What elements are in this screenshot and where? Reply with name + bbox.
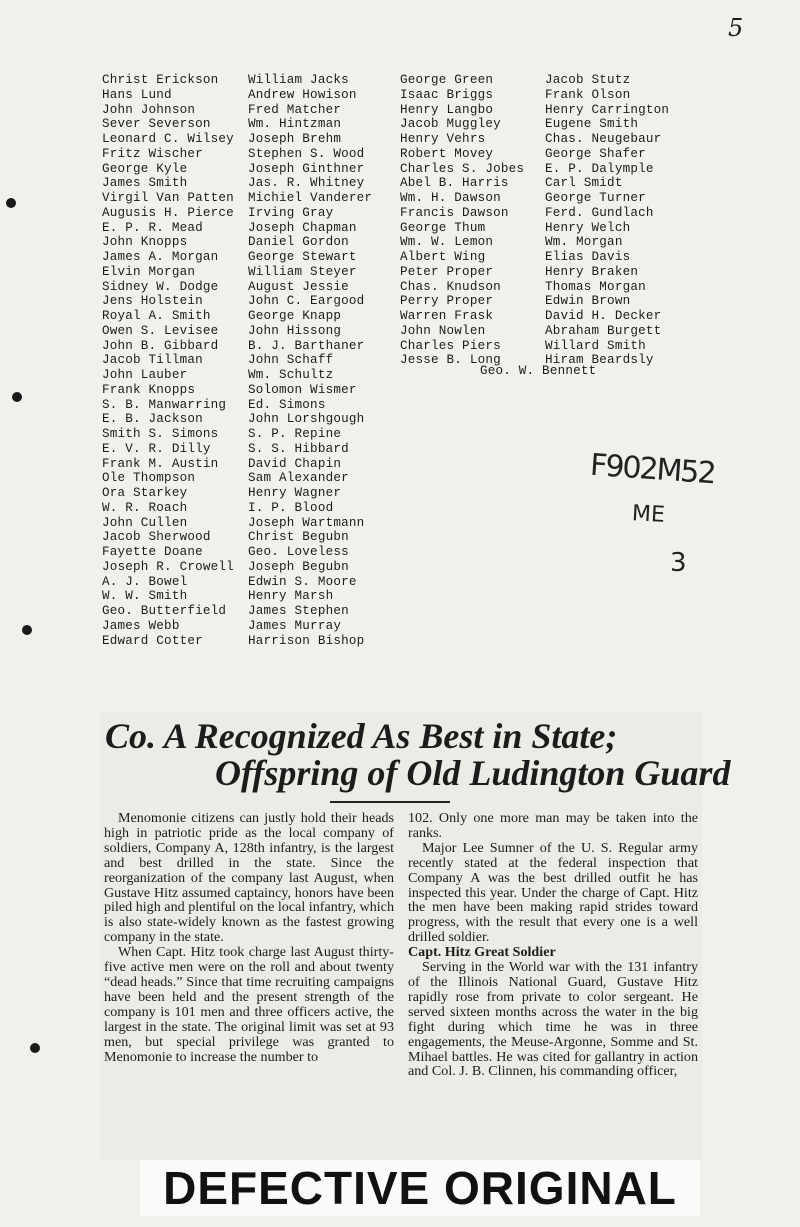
roster-name: Jacob Tillman bbox=[102, 353, 203, 368]
roster-name: James Murray bbox=[248, 618, 342, 633]
roster-name: Virgil Van Patten bbox=[102, 191, 234, 205]
roster-name: Abel B. Harris bbox=[400, 176, 509, 191]
roster-name: George Turner bbox=[545, 191, 646, 205]
roster-name: S. B. Manwarring bbox=[102, 397, 227, 412]
roster-name: Fayette Doane bbox=[102, 545, 203, 559]
roster-name: Elvin Morgan bbox=[102, 264, 196, 279]
roster-name: Robert Movey bbox=[400, 146, 494, 161]
roster-name: Warren Frask bbox=[400, 309, 494, 323]
roster-name: Charles Piers bbox=[400, 338, 501, 353]
article-paragraph: When Capt. Hitz took charge last August thirty-five active men were on the roll and about twenty “dead heads.” Since that time recruiting campaigns have been held and the present strength of the company is 101 men and three officers active, the largest in the state. The original limit was set at 93 men, but special privilege was granted to Menomonie to increase the number to bbox=[104, 944, 394, 1065]
roster-name: Jens Holstein bbox=[102, 294, 203, 309]
roster-name: John Lorshgough bbox=[248, 412, 365, 427]
roster-name: Joseph Begubn bbox=[248, 559, 349, 574]
roster-name: Henry Welch bbox=[545, 220, 631, 235]
roster-name: Irving Gray bbox=[248, 205, 334, 220]
roster-name: Ora Starkey bbox=[102, 486, 188, 500]
roster-name: Willard Smith bbox=[545, 338, 646, 353]
roster-name: James Webb bbox=[102, 618, 180, 633]
roster-name: William Steyer bbox=[248, 264, 357, 279]
roster-name: George Green bbox=[400, 73, 494, 87]
roster-name: Thomas Morgan bbox=[545, 279, 646, 294]
roster-name: Solomon Wismer bbox=[248, 382, 357, 397]
roster-name: Edward Cotter bbox=[102, 633, 203, 648]
article-column-right bbox=[408, 811, 698, 1079]
headline-divider bbox=[330, 801, 450, 803]
handwritten-code: F902M52 bbox=[588, 447, 716, 492]
roster-name: John Lauber bbox=[102, 368, 188, 382]
roster-name: Ole Thompson bbox=[102, 471, 196, 486]
roster-name: John Cullen bbox=[102, 515, 188, 530]
roster-name: E. B. Jackson bbox=[102, 412, 203, 427]
roster-name: John C. Eargood bbox=[248, 294, 365, 309]
roster-name: Albert Wing bbox=[400, 250, 486, 264]
roster-name: John Nowlen bbox=[400, 323, 486, 338]
roster-name: George Shafer bbox=[545, 146, 646, 161]
roster-trailing-name: Geo. W. Bennett bbox=[480, 364, 597, 378]
roster-name: Joseph R. Crowell bbox=[102, 559, 234, 574]
roster-name: Francis Dawson bbox=[400, 205, 509, 220]
roster-name: Wm. W. Lemon bbox=[400, 235, 494, 250]
roster-name: B. J. Barthaner bbox=[248, 338, 365, 353]
roster-name: Owen S. Levisee bbox=[102, 323, 219, 338]
roster-name: Frank Olson bbox=[545, 87, 631, 102]
roster-name: Augusis H. Pierce bbox=[102, 205, 234, 220]
roster-name: Carl Smidt bbox=[545, 176, 623, 191]
roster-name: Joseph Brehm bbox=[248, 132, 342, 146]
binder-hole-mark bbox=[6, 198, 16, 208]
roster-name: Henry Langbo bbox=[400, 102, 494, 117]
roster-name: Jas. R. Whitney bbox=[248, 176, 365, 191]
article-column-left bbox=[104, 811, 394, 1064]
roster-name: Jesse B. Long bbox=[400, 353, 501, 368]
roster-name: Perry Proper bbox=[400, 294, 494, 309]
roster-name: Fritz Wischer bbox=[102, 146, 203, 161]
roster-name: Sam Alexander bbox=[248, 471, 349, 486]
article-headline-line-2: Offspring of Old Ludington Guard bbox=[215, 753, 731, 793]
binder-hole-mark bbox=[12, 392, 22, 402]
roster-column-4 bbox=[545, 73, 669, 368]
article-paragraph: Serving in the World war with the 131 infantry of the Illinois National Guard, Gustave Hitz rapidly rose from private to color sergeant. He served sixteen months across the water in the big fight during which time he was in three engagements, the Meuse-Argonne, Somme and St. Mihael battles. He was cited for gallantry in action and Col. J. B. Clinnen, his commanding officer, bbox=[408, 959, 698, 1080]
roster-name: John Knopps bbox=[102, 235, 188, 250]
roster-name: Wm. Morgan bbox=[545, 235, 623, 250]
roster-name: Daniel Gordon bbox=[248, 235, 349, 250]
roster-name: Wm. Schultz bbox=[248, 368, 334, 382]
roster-name: George Knapp bbox=[248, 309, 342, 323]
roster-name: George Kyle bbox=[102, 161, 188, 176]
roster-name: Royal A. Smith bbox=[102, 309, 211, 323]
roster-name: Jacob Stutz bbox=[545, 73, 631, 87]
roster-name: Henry Braken bbox=[545, 264, 639, 279]
roster-name: Frank M. Austin bbox=[102, 456, 219, 471]
roster-name: Peter Proper bbox=[400, 264, 494, 279]
roster-name: August Jessie bbox=[248, 279, 349, 294]
roster-name: John Hissong bbox=[248, 323, 342, 338]
roster-name: Michiel Vanderer bbox=[248, 191, 373, 205]
roster-name: Sever Severson bbox=[102, 117, 211, 132]
roster-column-2 bbox=[248, 73, 372, 648]
article-paragraph: 102. Only one more man may be taken into the ranks. bbox=[408, 810, 698, 841]
roster-name: Joseph Ginthner bbox=[248, 161, 365, 176]
page-number: 5 bbox=[728, 14, 744, 42]
roster-name: Jacob Muggley bbox=[400, 117, 501, 132]
roster-column-3 bbox=[400, 73, 524, 368]
binder-hole-mark bbox=[22, 625, 32, 635]
roster-name: Isaac Briggs bbox=[400, 87, 494, 102]
roster-name: Chas. Knudson bbox=[400, 279, 501, 294]
roster-name: E. V. R. Dilly bbox=[102, 441, 211, 456]
roster-name: Ed. Simons bbox=[248, 397, 326, 412]
roster-name: Christ Begubn bbox=[248, 530, 349, 545]
article-paragraph: Major Lee Sumner of the U. S. Regular army recently stated at the federal inspection that Company A was the best drilled outfit he has inspected this year. Under the charge of Capt. Hitz the men have been making rapid strides toward progress, with the result that every one is a well drilled soldier. bbox=[408, 839, 698, 946]
roster-name: E. P. Dalymple bbox=[545, 161, 654, 176]
roster-name: Jacob Sherwood bbox=[102, 530, 211, 545]
roster-name: W. W. Smith bbox=[102, 589, 188, 604]
roster-name: William Jacks bbox=[248, 73, 349, 87]
roster-name: S. S. Hibbard bbox=[248, 441, 349, 456]
defective-original-stamp: DEFECTIVE ORIGINAL bbox=[140, 1160, 700, 1216]
roster-name: David Chapin bbox=[248, 456, 342, 471]
roster-name: Fred Matcher bbox=[248, 102, 342, 117]
roster-name: Henry Carrington bbox=[545, 102, 670, 117]
roster-name: Wm. H. Dawson bbox=[400, 191, 501, 205]
roster-name: I. P. Blood bbox=[248, 500, 334, 515]
roster-name: James Stephen bbox=[248, 604, 349, 618]
roster-name: George Stewart bbox=[248, 250, 357, 264]
roster-name: James A. Morgan bbox=[102, 250, 219, 264]
roster-name: Leonard C. Wilsey bbox=[102, 132, 234, 146]
roster-name: Joseph Chapman bbox=[248, 220, 357, 235]
roster-name: Eugene Smith bbox=[545, 117, 639, 132]
roster-name: Geo. Loveless bbox=[248, 545, 349, 559]
roster-name: John Schaff bbox=[248, 353, 334, 368]
roster-name: Joseph Wartmann bbox=[248, 515, 365, 530]
roster-name: Frank Knopps bbox=[102, 382, 196, 397]
roster-name: Geo. Butterfield bbox=[102, 604, 227, 618]
roster-name: John B. Gibbard bbox=[102, 338, 219, 353]
roster-name: Smith S. Simons bbox=[102, 427, 219, 441]
roster-name: Harrison Bishop bbox=[248, 633, 365, 648]
roster-name: James Smith bbox=[102, 176, 188, 191]
roster-name: Charles S. Jobes bbox=[400, 161, 525, 176]
roster-name: Henry Vehrs bbox=[400, 132, 486, 146]
roster-name: Hans Lund bbox=[102, 87, 172, 102]
roster-name: Stephen S. Wood bbox=[248, 146, 365, 161]
roster-name: Christ Erickson bbox=[102, 73, 219, 87]
roster-name: S. P. Repine bbox=[248, 427, 342, 441]
roster-name: Elias Davis bbox=[545, 250, 631, 264]
roster-name: Chas. Neugebaur bbox=[545, 132, 662, 146]
roster-name: David H. Decker bbox=[545, 309, 662, 323]
roster-name: Ferd. Gundlach bbox=[545, 205, 654, 220]
roster-name: Andrew Howison bbox=[248, 87, 357, 102]
roster-name: A. J. Bowel bbox=[102, 574, 188, 589]
roster-name: George Thum bbox=[400, 220, 486, 235]
roster-name: Edwin Brown bbox=[545, 294, 631, 309]
binder-hole-mark bbox=[30, 1043, 40, 1053]
roster-column-1 bbox=[102, 73, 234, 648]
roster-name: John Johnson bbox=[102, 102, 196, 117]
roster-name: Henry Wagner bbox=[248, 486, 342, 500]
roster-name: Abraham Burgett bbox=[545, 323, 662, 338]
article-headline-line-1: Co. A Recognized As Best in State; bbox=[105, 716, 618, 756]
article-subheading: Capt. Hitz Great Soldier bbox=[408, 944, 556, 961]
roster-name: W. R. Roach bbox=[102, 500, 188, 515]
roster-name: Wm. Hintzman bbox=[248, 117, 342, 132]
article-paragraph: Menomonie citizens can justly hold their heads high in patriotic pride as the local company of soldiers, Company A, 128th infantry, is the largest and best drilled in the state. Since the reorganization of the company last August, when Gustave Hitz assumed captaincy, honors have been piled high and plentiful on the local infantry, which is also state-widely known as the fastest growing company in the state. bbox=[104, 810, 394, 946]
handwritten-initials: ME bbox=[631, 501, 666, 528]
roster-name: Edwin S. Moore bbox=[248, 574, 357, 589]
roster-name: Henry Marsh bbox=[248, 589, 334, 604]
roster-name: Sidney W. Dodge bbox=[102, 279, 219, 294]
handwritten-number: 3 bbox=[670, 548, 687, 578]
roster-name: E. P. R. Mead bbox=[102, 220, 203, 235]
roster-name: Hiram Beardsly bbox=[545, 353, 654, 368]
